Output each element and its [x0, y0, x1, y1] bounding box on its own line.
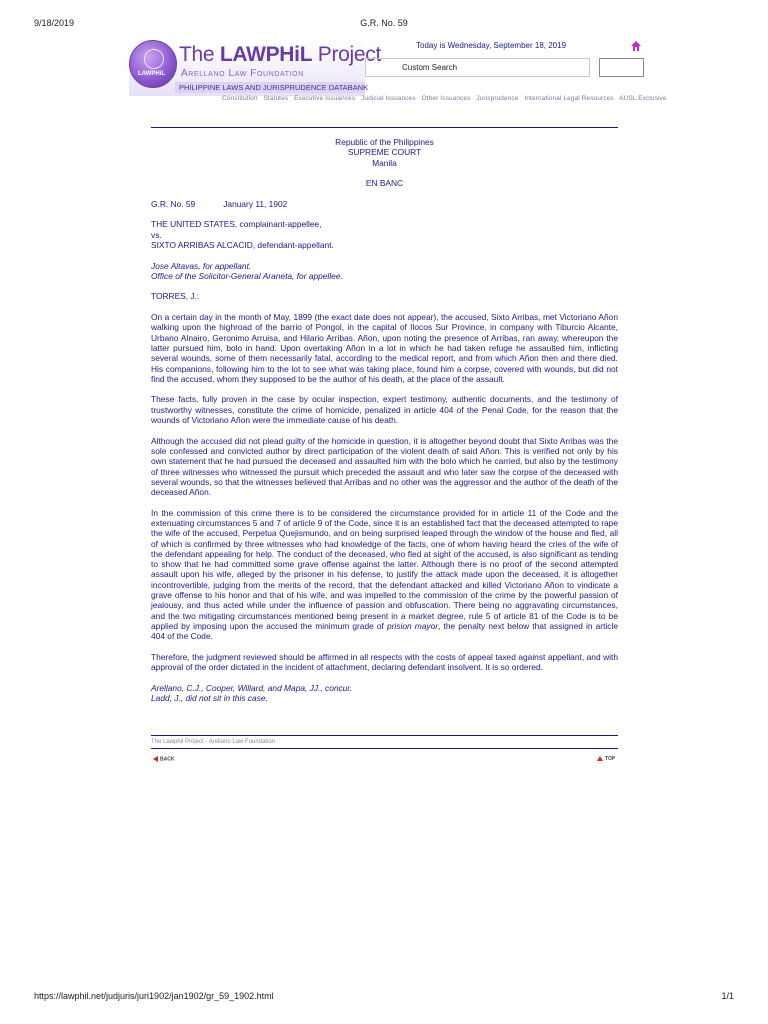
nav-constitution[interactable]: Constitution [222, 95, 258, 102]
nav-executive-issuances[interactable]: Executive Issuances [294, 95, 356, 102]
footer-divider [151, 748, 618, 749]
paragraph: Although the accused did not plead guilty of the homicide in question, it is altogether beyond doubt that Sixto Arribas was the sole confessed and convicted author by direct participation of the violent death of said Añon. This is verified not only by his own statement that he had pursued the deceased and assaulted him with the bolo which he carried, but also by the testimony of three witnesses who witnessed the pursuit which preceded the assault and who later saw the corpse of the deceased with several wounds, so that the witnesses believed that Arribas and no other was the aggressor and the author of the death of the deceased Añon. [151, 435, 618, 498]
nav-judicial-issuances[interactable]: Judicial Issuances [361, 95, 416, 102]
nav-other-issuances[interactable]: Other Issuances [421, 95, 471, 102]
print-footer [0, 991, 768, 1005]
lawphil-seal-icon: LAWPHiL [129, 40, 177, 88]
nav-links [222, 95, 671, 102]
print-header [0, 18, 768, 32]
logo-databank-bar: PHILIPPINE LAWS AND JURISPRUDENCE DATABANK [175, 82, 365, 93]
division: EN BANC [365, 178, 404, 189]
print-url: https://lawphil.net/judjuris/juri1902/jan1902/gr_59_1902.html [34, 991, 274, 1001]
today-date: Today is Wednesday, September 18, 2019 [416, 41, 567, 50]
search-input[interactable]: Custom Search [365, 58, 590, 77]
top-arrow-icon [597, 756, 603, 761]
party-vs: vs. [151, 229, 162, 240]
logo-title: The LAWPHiL Project [179, 43, 382, 66]
search-button[interactable] [599, 58, 644, 77]
footer-note: The Lawphil Project - Arellano Law Foundation [151, 739, 276, 745]
nav-jurisprudence[interactable]: Jurisprudence [476, 95, 519, 102]
bottom-divider [151, 735, 618, 736]
party-plaintiff: THE UNITED STATES, complainant-appellee, [151, 219, 322, 230]
paragraph: In the commission of this crime there is to be considered the circumstance provided for in article 11 of the Code and the extenuating circumstances 5 and 7 of article 9 of the Code, since it is an established fact that the deceased attempted to rape the wife of the accused, Perpetua Quejismundo, and on being surprised leaped through the window of the house and fled, all of which is confirmed by three witnesses who had knowledge of the facts, one of whom having heard the cries of the wife of the defendant appealing for help. The conduct of the deceased, who fled at sight of the accused, is also significant as tending to show that he had committed some grave offense against the latter. Although there is no proof of the second attempted assault upon his wife, alleged by the prisoner in his defense, to justify the attack made upon the deceased, it is altogether incontrovertible, judging from the merits of the record, that the defendant attacked and killed Victoriano Añon to vindicate a grave offense to his honor and that of his wife, and was impelled to the commission of the crime by the powerful passion of jealousy, and thus acted while under the influence of passion and obfuscation. There being no aggravating circumstances, and the two mitigating circumstances mentioned being present in a market degree, rule 5 of article 81 of the Code is to be applied by imposing upon the accused the minimum grade of prision mayor, the penalty next below that assigned in article 404 of the Code. [151, 507, 618, 642]
paragraph: These facts, fully proven in the case by ocular inspection, expert testimony, authentic documents, and the testimony of trustworthy witnesses, constitute the crime of homicide, penalized in article 404 of the Penal Code, for the reason that the wounds of Victoriano Añon were the immediate cause of his death. [151, 394, 618, 426]
court-header: Republic of the Philippines SUPREME COURT Manila EN BANC [151, 137, 618, 188]
logo-subtitle: Arellano Law Foundation [181, 68, 304, 79]
not-sitting: Ladd, J., did not sit in this case. [151, 693, 268, 704]
print-date: 9/18/2019 [34, 18, 75, 28]
top-link[interactable]: TOP [597, 756, 615, 762]
case-number-line: G.R. No. 59 January 11, 1902 [151, 198, 288, 209]
counsel-appellee: Office of the Solicitor-General Araneta, for appellee. [151, 270, 343, 281]
nav-ausl-exclusive[interactable]: AUSL Exclusive [619, 95, 667, 102]
print-title: G.R. No. 59 [360, 18, 408, 28]
top-divider [151, 127, 618, 128]
nav-international-legal-resources[interactable]: International Legal Resources [524, 95, 614, 102]
counsel-appellant: Jose Altavas, for appellant. [151, 260, 252, 271]
home-icon[interactable] [631, 41, 641, 51]
paragraph: On a certain day in the month of May, 1899 (the exact date does not appear), the accused, Sixto Arribas, met Victoriano Añon walking upon the highroad of the barrio of Pongol, in the capital of Ilocos Sur Province, in company with Tiburcio Alcante, Urbano Alnairo, Geronimo Arruisa, and Hilario Arribas. Añon, upon noting the presence of Arribas, ran away, whereupon the latter pursued him, bolo in hand. Upon overtaking Añon in a lot in which he had taken refuge he assaulted him, inflicting several wounds, some of them necessarily fatal, according to the medical report, and from which Añon then and there died. His companions, following him to the lot to see what was taking place, found him a corpse, covered with wounds, but did not find the accused, whom they supposed to be the author of his death, at the place of the assault. [151, 312, 618, 384]
nav-statutes[interactable]: Statutes [263, 95, 289, 102]
paragraph: Therefore, the judgment reviewed should be affirmed in all respects with the costs of appeal taxed against appellant, and with approval of the order dictated in the incident of attachment, declaring defendant insolvent. It is so ordered. [151, 651, 618, 673]
back-arrow-icon [153, 756, 158, 762]
party-defendant: SIXTO ARRIBAS ALCACID, defendant-appellant. [151, 239, 334, 250]
ponente: TORRES, J.: [151, 291, 200, 302]
decision-document [151, 137, 618, 703]
lawphil-logo[interactable] [129, 40, 382, 96]
print-page-number: 1/1 [721, 991, 734, 1001]
concurrence: Arellano, C.J., Cooper, Willard, and Mapa, JJ., concur. [151, 682, 353, 693]
back-link[interactable]: BACK [153, 756, 174, 762]
